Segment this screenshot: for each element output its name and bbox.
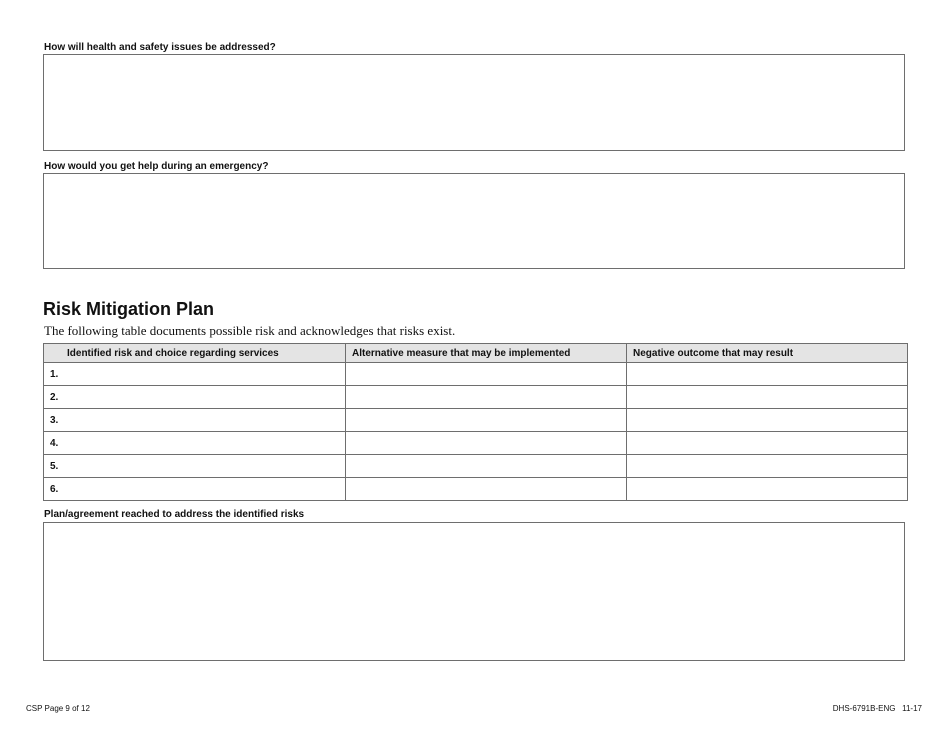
risk-cell[interactable] <box>44 386 346 409</box>
risk-cell[interactable] <box>44 478 346 501</box>
column-header-outcome: Negative outcome that may result <box>627 344 908 363</box>
table-row <box>44 386 908 409</box>
row-number: 4. <box>50 437 59 449</box>
row-number: 5. <box>50 460 59 472</box>
risk-cell[interactable] <box>44 432 346 455</box>
row-number: 6. <box>50 483 59 495</box>
outcome-cell[interactable] <box>627 455 908 478</box>
alternative-cell[interactable] <box>346 386 627 409</box>
row-number: 3. <box>50 414 59 426</box>
alternative-cell[interactable] <box>346 455 627 478</box>
outcome-cell[interactable] <box>627 363 908 386</box>
table-row <box>44 478 908 501</box>
alternative-cell[interactable] <box>346 478 627 501</box>
row-number: 2. <box>50 391 59 403</box>
outcome-cell[interactable] <box>627 478 908 501</box>
page-number: CSP Page 9 of 12 <box>26 704 90 713</box>
column-header-alternative: Alternative measure that may be implemented <box>346 344 627 363</box>
form-id: DHS-6791B-ENG 11-17 <box>832 704 922 713</box>
table-row <box>44 363 908 386</box>
emergency-label: How would you get help during an emergency? <box>44 161 269 172</box>
emergency-field[interactable] <box>43 173 905 269</box>
table-row <box>44 432 908 455</box>
section-description: The following table documents possible risk and acknowledges that risks exist. <box>44 323 456 338</box>
health-safety-label: How will health and safety issues be addressed? <box>44 42 276 53</box>
alternative-cell[interactable] <box>346 432 627 455</box>
alternative-cell[interactable] <box>346 409 627 432</box>
table-row <box>44 409 908 432</box>
agreement-label: Plan/agreement reached to address the identified risks <box>44 509 305 520</box>
column-header-risk: Identified risk and choice regarding services <box>44 344 346 363</box>
row-number: 1. <box>50 368 59 380</box>
health-safety-field[interactable] <box>43 54 905 151</box>
outcome-cell[interactable] <box>627 409 908 432</box>
agreement-field[interactable] <box>43 522 905 661</box>
section-title: Risk Mitigation Plan <box>43 299 215 319</box>
risk-table <box>43 343 908 501</box>
table-header-row <box>44 344 908 363</box>
outcome-cell[interactable] <box>627 386 908 409</box>
table-row <box>44 455 908 478</box>
risk-cell[interactable] <box>44 409 346 432</box>
outcome-cell[interactable] <box>627 432 908 455</box>
alternative-cell[interactable] <box>346 363 627 386</box>
risk-cell[interactable] <box>44 455 346 478</box>
risk-cell[interactable] <box>44 363 346 386</box>
